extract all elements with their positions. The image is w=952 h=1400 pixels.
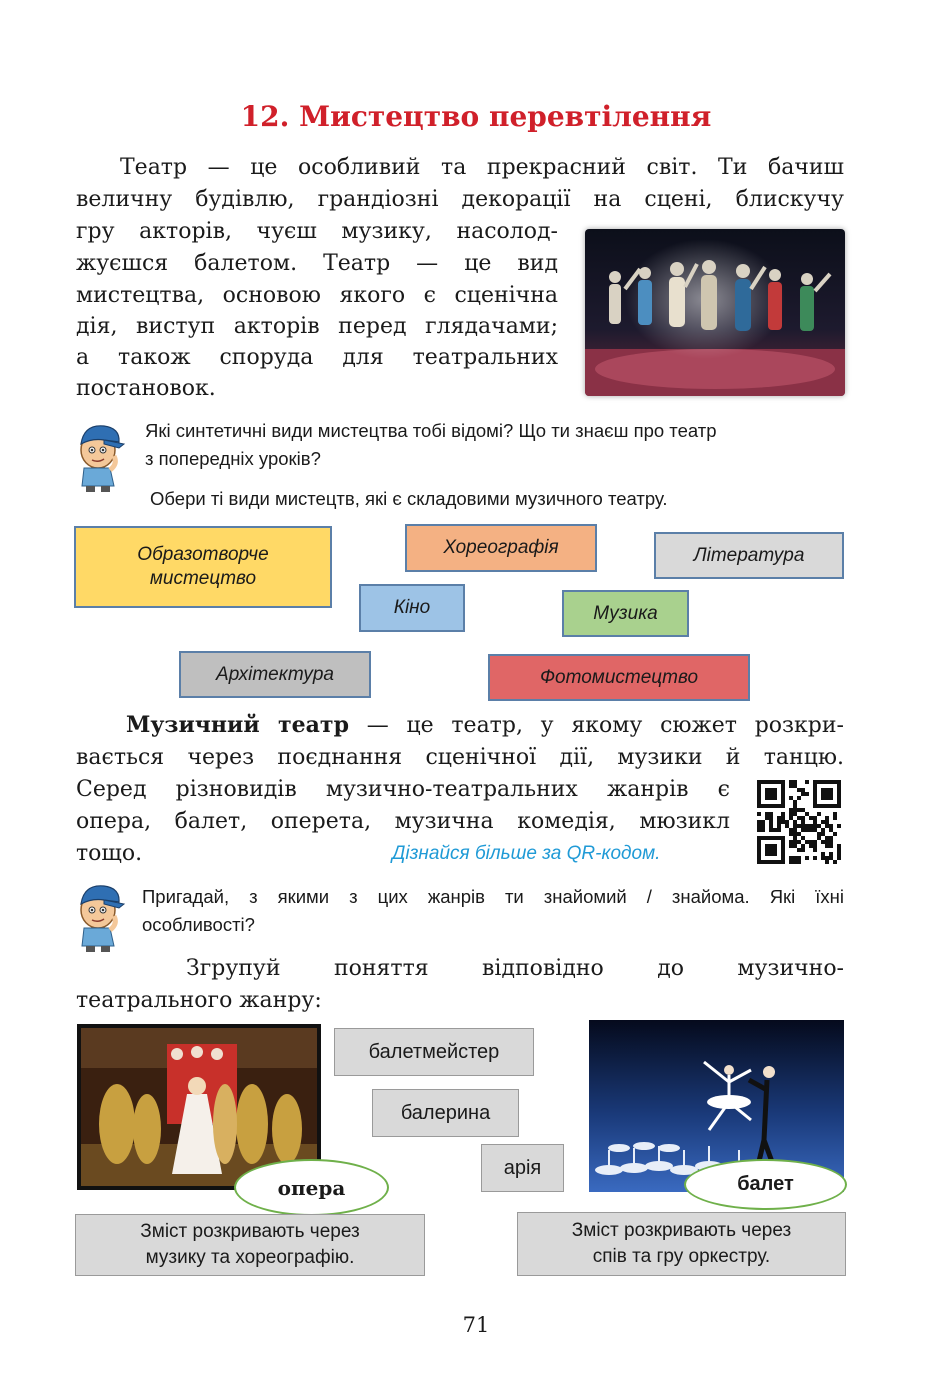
task-2-line: Згрупуй поняття відповідно до музично- [186, 956, 844, 981]
intro-line: дія, виступ акторів перед глядачами; [76, 314, 558, 339]
description-card-left[interactable]: Зміст розкривають через музику та хореографію. [75, 1214, 425, 1276]
intro-line: постановок. [76, 376, 216, 401]
art-box-choreography[interactable]: Хореографія [405, 524, 597, 572]
musical-theatre-line: Серед різновидів музично-театральних жанрів є [76, 777, 730, 802]
question-1-line: з попередніх уроків? [145, 448, 321, 469]
art-box-cinema[interactable]: Кіно [359, 584, 465, 632]
genre-oval-opera[interactable]: опера [234, 1159, 389, 1216]
qr-code-icon[interactable] [757, 780, 841, 864]
question-2-line: Пригадай, з якими з цих жанрів ти знайомий / знайома. Які їхні [142, 886, 844, 907]
art-box-architecture[interactable]: Архітектура [179, 651, 371, 698]
term-card-ballerina[interactable]: балерина [372, 1089, 519, 1137]
musical-theatre-line: вається через поєднання сценічної дії, музики й танцю. [76, 745, 844, 770]
description-card-right[interactable]: Зміст розкривають через спів та гру оркестру. [517, 1212, 846, 1276]
qr-hint: Дізнайся більше за QR-кодом. [392, 843, 661, 864]
art-box-photo-art[interactable]: Фотомистецтво [488, 654, 750, 701]
boy-with-cap-icon [74, 420, 126, 495]
boy-with-cap-icon [74, 880, 126, 955]
page-title: 12. Мистецтво перевтілення [240, 100, 712, 133]
intro-line: мистецтва, основою якого є сценічна [76, 283, 558, 308]
musical-theatre-line: опера, балет, оперета, музична комедія, мюзикл [76, 809, 730, 834]
term-card-ballet-master[interactable]: балетмейстер [334, 1028, 534, 1076]
musical-theatre-line: тощо. [76, 841, 143, 866]
intro-line: гру акторів, чуєш музику, насолод- [76, 219, 558, 244]
intro-line: а також споруда для театральних [76, 345, 558, 370]
musical-theatre-line: Музичний театр — це театр, у якому сюжет розкри- [126, 712, 844, 738]
question-2-line: особливості? [142, 914, 255, 935]
intro-line: величну будівлю, грандіозні декорації на сцені, блискучу [76, 187, 844, 212]
term-card-aria[interactable]: арія [481, 1144, 564, 1192]
art-box-music[interactable]: Музика [562, 590, 689, 637]
intro-line: жуєшся балетом. Театр — це вид [76, 251, 558, 276]
intro-line: Театр — це особливий та прекрасний світ. Ти бачиш [120, 155, 844, 180]
art-box-literature[interactable]: Література [654, 532, 844, 579]
question-1-line: Які синтетичні види мистецтва тобі відомі? Що ти знаєш про театр [145, 420, 717, 441]
task-2-line: театрального жанру: [76, 988, 322, 1013]
task-1: Обери ті види мистецтв, які є складовими музичного театру. [150, 488, 668, 509]
genre-oval-ballet[interactable]: балет [684, 1159, 847, 1210]
page-number: 71 [462, 1313, 490, 1337]
art-box-fine-art[interactable]: Образотворче мистецтво [74, 526, 332, 608]
theatre-stage-photo [585, 229, 845, 396]
musical-theatre-term: Музичний театр [126, 712, 349, 738]
